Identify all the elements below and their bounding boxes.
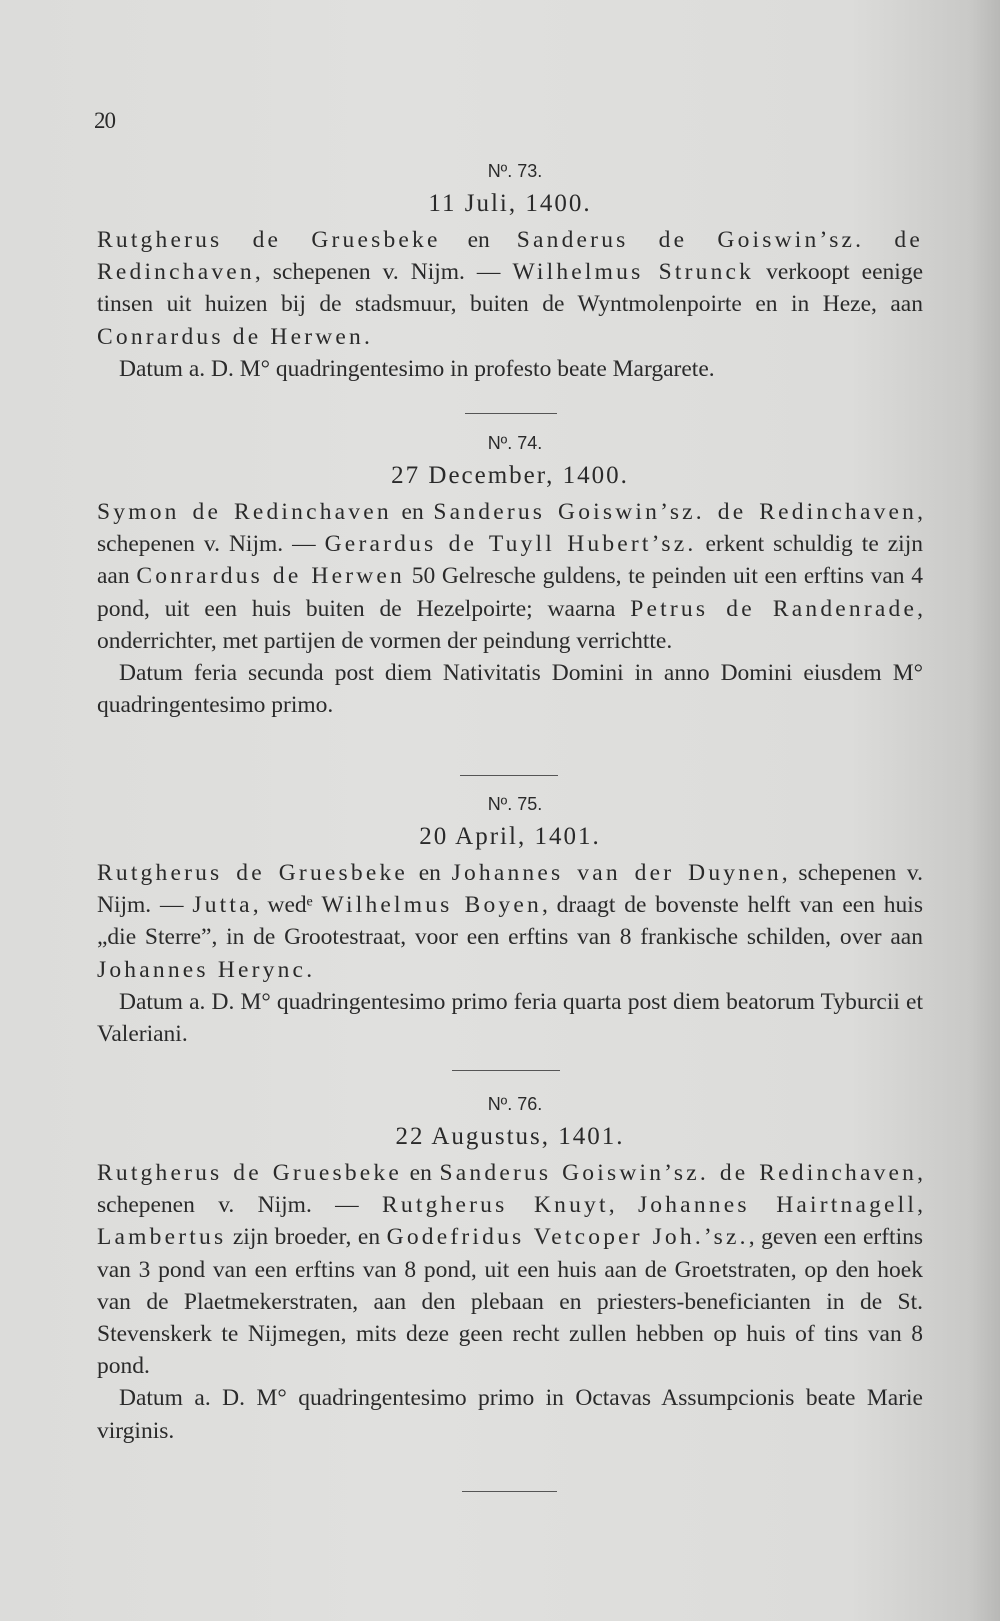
summary-text: , schepenen v. Nijm. —	[97, 499, 923, 558]
separator-rule	[465, 413, 557, 414]
spaced-name: Symon de Redinchaven	[97, 499, 392, 525]
spaced-name: Rutgherus de Gruesbeke	[97, 860, 409, 886]
charter-entry-73	[97, 154, 923, 385]
entry-number: Nº. 74.	[487, 433, 543, 453]
charter-entry-75	[97, 787, 923, 1050]
summary-text: , schepenen v. Nijm. —	[97, 860, 924, 919]
spaced-name: Gerardus de Tuyll Hubert’sz.	[324, 531, 697, 558]
separator-rule	[452, 1070, 560, 1071]
spaced-name: Petrus de Randenrade	[630, 595, 918, 622]
summary-text: verkoopt eenige tinsen uit huizen bij de stadsmuur, buiten de Wyntmolenpoirte en in Heze, aan	[97, 259, 924, 318]
entry-summary	[97, 1157, 923, 1382]
spaced-name: Godefridus Vetcoper Joh.’sz.	[386, 1224, 749, 1251]
spaced-name: Sanderus Goiswin’sz. de Redinchaven	[433, 499, 918, 525]
entry-datum: Datum feria secunda post diem Nativitatis Domini in anno Domini eiusdem M° quadringentesimo primo.	[97, 660, 923, 719]
charter-entry-74	[97, 426, 923, 721]
spaced-name: Wilhelmus Strunck	[512, 259, 755, 286]
spaced-name: Wilhelmus Boyen	[321, 892, 542, 919]
entry-number: Nº. 75.	[487, 794, 543, 814]
summary-text: en	[402, 1160, 440, 1186]
spaced-name: Sanderus de Goiswin’sz. de Redinchaven	[97, 227, 924, 286]
spaced-name: Conrardus de Herwen	[136, 563, 406, 590]
summary-text: , geven een erftins van 3 pond van een erftins van 8 pond, uit een huis aan de Groetstraten, op den hoek van de Plaetmekerstraten, aan den plebaan en priesters-beneficianten in de St. Stevenskerk te Nijmegen, mits deze geen recht zullen hebben op huis of tins van 8 pond.	[97, 1224, 923, 1380]
entry-summary	[97, 224, 923, 353]
entry-date: 20 April, 1401.	[419, 823, 601, 850]
spaced-name: Conrardus de Herwen	[97, 323, 365, 350]
entry-datum: Datum a. D. M° quadringentesimo in profesto beate Margarete.	[119, 355, 715, 382]
spaced-name: Jutta	[192, 892, 253, 919]
entry-date: 22 Augustus, 1401.	[395, 1123, 625, 1150]
summary-text: , schepenen v. Nijm. —	[97, 1160, 924, 1219]
entry-summary	[97, 496, 923, 657]
summary-text: , schepenen v. Nijm. —	[254, 259, 513, 286]
entry-number: Nº. 73.	[487, 161, 543, 181]
summary-text: ,	[608, 1192, 638, 1219]
summary-text: , wedᵉ	[252, 892, 322, 919]
summary-text: en	[408, 860, 452, 886]
entry-summary	[97, 857, 923, 986]
spaced-name: Rutgherus Knuyt	[382, 1192, 609, 1219]
summary-text: zijn broeder, en	[226, 1224, 387, 1251]
entry-date: 11 Juli, 1400.	[428, 190, 592, 217]
spaced-name: Johannes van der Duynen	[451, 860, 782, 886]
separator-rule	[462, 1491, 557, 1492]
summary-text: en	[440, 227, 517, 253]
summary-text: , onderrichter, met partijen de vormen der peindung verrichtte.	[97, 595, 923, 654]
entry-datum: Datum a. D. M° quadringentesimo primo in Octavas Assumpcionis beate Marie virginis.	[97, 1385, 923, 1444]
summary-text: ,	[917, 1192, 924, 1219]
charter-entry-76	[97, 1087, 923, 1447]
entry-datum: Datum a. D. M° quadringentesimo primo feria quarta post diem beatorum Tyburcii et Valeriani.	[97, 988, 923, 1048]
spaced-name: Sanderus Goiswin’sz. de Redinchaven	[439, 1160, 918, 1186]
summary-text: .	[364, 323, 370, 350]
summary-text: erkent schuldig te zijn aan	[97, 531, 923, 590]
spaced-name: Rutgherus de Gruesbeke	[97, 227, 441, 253]
spaced-name: Johannes Herync	[97, 956, 307, 983]
page-number: 20	[94, 108, 115, 133]
summary-text: .	[306, 956, 313, 983]
summary-text: en	[391, 499, 434, 525]
spaced-name: Johannes Hairtnagell	[637, 1192, 918, 1219]
entry-date: 27 December, 1400.	[391, 462, 629, 489]
summary-text: 50 Gelresche guldens, te peinden uit een erftins van 4 pond, uit een huis buiten de Hezelpoirte; waarna	[97, 563, 924, 622]
spaced-name: Lambertus	[97, 1224, 227, 1251]
separator-rule	[460, 775, 558, 776]
summary-text: , draagt de bovenste helft van een huis „die Sterre”, in de Grootestraat, voor een erftins van 8 frankische schilden, over aan	[97, 892, 923, 951]
entry-number: Nº. 76.	[487, 1094, 543, 1114]
spaced-name: Rutgherus de Gruesbeke	[97, 1160, 402, 1186]
